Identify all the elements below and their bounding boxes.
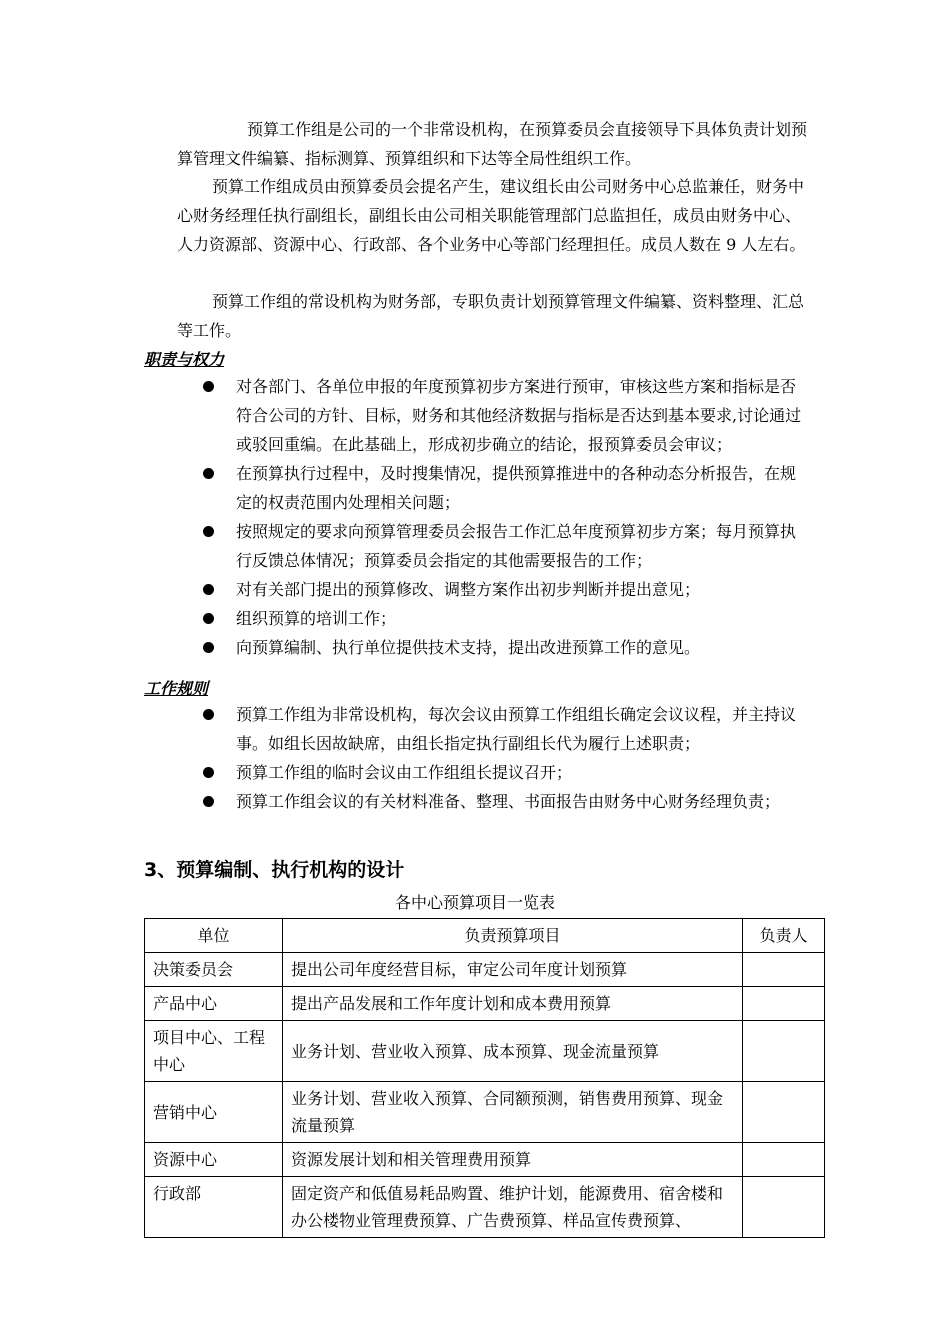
cell-unit: 营销中心 <box>145 1082 283 1143</box>
rules-heading: 工作规则 <box>144 679 209 698</box>
list-item: 对各部门、各单位申报的年度预算初步方案进行预审，审核这些方案和指标是否符合公司的方针、目标，财务和其他经济数据与指标是否达到基本要求,讨论通过或驳回重编。在此基础上，形成初步确立的结论，报预算委员会审议； <box>200 372 810 459</box>
section-title: 3、预算编制、执行机构的设计 <box>144 859 405 881</box>
table-caption: 各中心预算项目一览表 <box>394 893 555 912</box>
cell-items: 业务计划、营业收入预算、成本预算、现金流量预算 <box>283 1021 743 1082</box>
bullet-icon <box>203 468 214 479</box>
duties-heading: 职责与权力 <box>144 350 225 369</box>
cell-items: 固定资产和低值易耗品购置、维护计划，能源费用、宿舍楼和办公楼物业管理费预算、广告费预算、样品宣传费预算、 <box>283 1177 743 1238</box>
budget-items-table <box>144 918 825 1238</box>
cell-unit: 资源中心 <box>145 1143 283 1177</box>
cell-owner <box>743 987 825 1021</box>
cell-owner <box>743 953 825 987</box>
cell-items: 提出产品发展和工作年度计划和成本费用预算 <box>283 987 743 1021</box>
cell-owner <box>743 1021 825 1082</box>
rules-list <box>200 700 810 816</box>
cell-owner <box>743 1082 825 1143</box>
cell-owner <box>743 1177 825 1238</box>
table-row <box>145 1143 825 1177</box>
cell-unit: 决策委员会 <box>145 953 283 987</box>
cell-unit: 项目中心、工程中心 <box>145 1021 283 1082</box>
table-row <box>145 1021 825 1082</box>
bullet-icon <box>203 642 214 653</box>
table-header-row <box>145 919 825 953</box>
paragraph-members: 预算工作组成员由预算委员会提名产生，建议组长由公司财务中心总监兼任，财务中心财务经理任执行副组长，副组长由公司相关职能管理部门总监担任，成员由财务中心、人力资源部、资源中心、行政部、各个业务中心等部门经理担任。成员人数在 9 人左右。 <box>177 177 806 254</box>
column-header-items: 负责预算项目 <box>283 919 743 953</box>
cell-items: 提出公司年度经营目标，审定公司年度计划预算 <box>283 953 743 987</box>
duties-list <box>200 372 810 662</box>
list-item: 预算工作组为非常设机构，每次会议由预算工作组组长确定会议议程，并主持议事。如组长因故缺席，由组长指定执行副组长代为履行上述职责； <box>200 700 810 758</box>
cell-items: 业务计划、营业收入预算、合同额预测，销售费用预算、现金流量预算 <box>283 1082 743 1143</box>
column-header-unit: 单位 <box>145 919 283 953</box>
table-row <box>145 1177 825 1238</box>
bullet-icon <box>203 767 214 778</box>
bullet-icon <box>203 381 214 392</box>
column-header-owner: 负责人 <box>743 919 825 953</box>
list-item: 预算工作组会议的有关材料准备、整理、书面报告由财务中心财务经理负责； <box>200 787 810 816</box>
cell-unit: 产品中心 <box>145 987 283 1021</box>
list-item: 组织预算的培训工作； <box>200 604 810 633</box>
table-row <box>145 1082 825 1143</box>
paragraph-standing-body: 预算工作组的常设机构为财务部，专职负责计划预算管理文件编纂、资料整理、汇总等工作。 <box>177 292 805 340</box>
bullet-icon <box>203 526 214 537</box>
table-row <box>145 953 825 987</box>
list-item: 在预算执行过程中，及时搜集情况，提供预算推进中的各种动态分析报告，在规定的权责范围内处理相关问题； <box>200 459 810 517</box>
list-item: 向预算编制、执行单位提供技术支持，提出改进预算工作的意见。 <box>200 633 810 662</box>
paragraph-intro: 预算工作组是公司的一个非常设机构，在预算委员会直接领导下具体负责计划预算管理文件编纂、指标测算、预算组织和下达等全局性组织工作。 <box>177 120 808 168</box>
list-item: 预算工作组的临时会议由工作组组长提议召开； <box>200 758 810 787</box>
list-item: 按照规定的要求向预算管理委员会报告工作汇总年度预算初步方案；每月预算执行反馈总体情况；预算委员会指定的其他需要报告的工作； <box>200 517 810 575</box>
table-row <box>145 987 825 1021</box>
cell-items: 资源发展计划和相关管理费用预算 <box>283 1143 743 1177</box>
list-item: 对有关部门提出的预算修改、调整方案作出初步判断并提出意见； <box>200 575 810 604</box>
bullet-icon <box>203 584 214 595</box>
bullet-icon <box>203 709 214 720</box>
cell-unit: 行政部 <box>145 1177 283 1238</box>
bullet-icon <box>203 796 214 807</box>
bullet-icon <box>203 613 214 624</box>
cell-owner <box>743 1143 825 1177</box>
